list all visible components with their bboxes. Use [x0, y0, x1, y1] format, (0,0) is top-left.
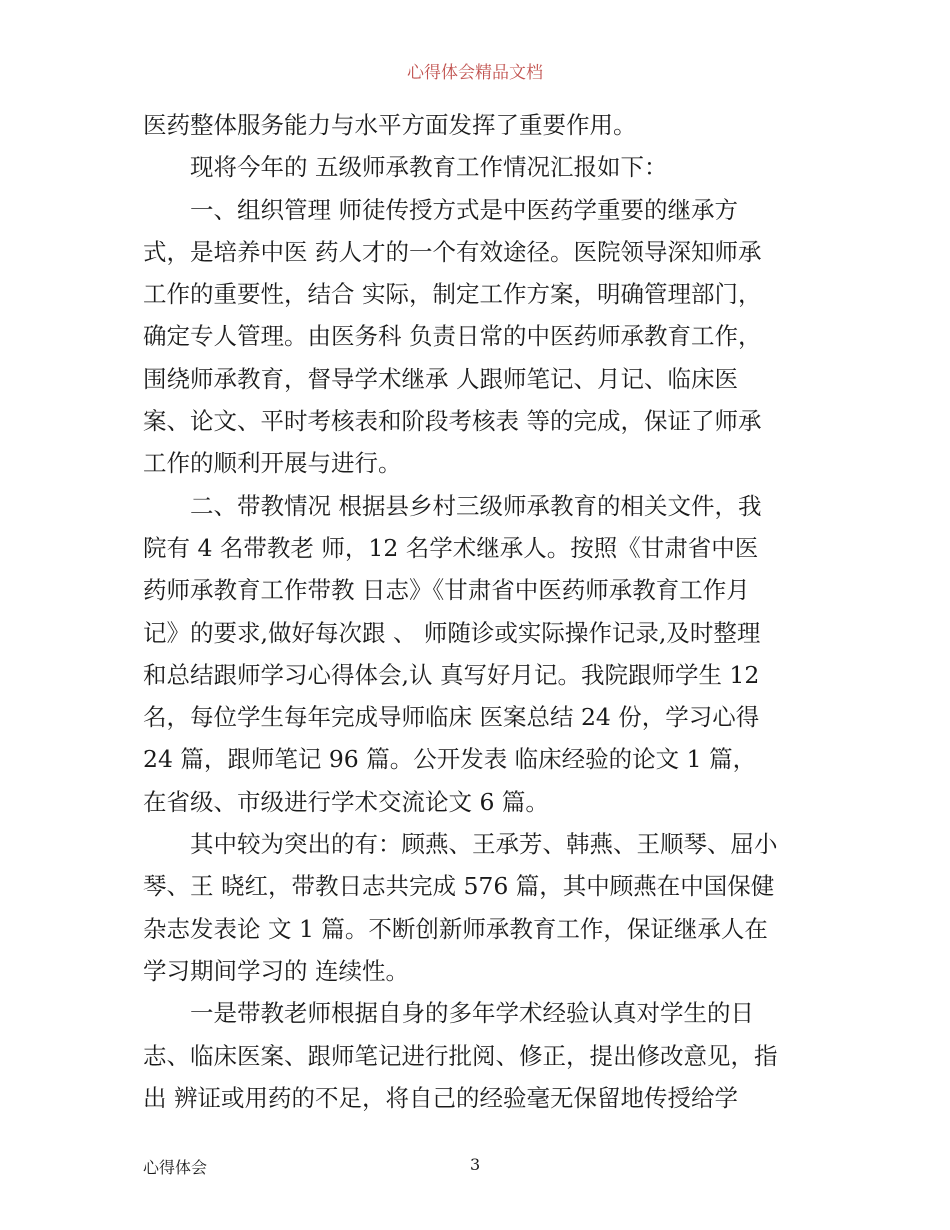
body-line: 工作的顺利开展与进行。 [143, 449, 402, 478]
body-line: 记》的要求,做好每次跟 、 师随诊或实际操作记录,及时整理 [143, 618, 761, 647]
body-line: 琴、王 晓红，带教日志共完成 576 篇，其中顾燕在中国保健 [143, 872, 775, 901]
body-line: 确定专人管理。由医务科 负责日常的中医药师承教育工作， [143, 322, 762, 351]
body-line: 志、临床医案、跟师笔记进行批阅、修正，提出修改意见，指 [143, 1041, 778, 1070]
footer-label: 心得体会 [143, 1158, 208, 1177]
body-line: 院有 4 名带教老 师，12 名学术继承人。按照《甘肃省中医 [143, 533, 759, 562]
body-line: 学习期间学习的 连续性。 [143, 956, 409, 985]
body-line: 和总结跟师学习心得体会,认 真写好月记。我院跟师学生 12 [143, 660, 760, 689]
document-body [143, 104, 823, 1119]
page-header-title: 心得体会精品文档 [407, 63, 543, 83]
body-line: 工作的重要性，结合 实际，制定工作方案，明确管理部门， [143, 280, 762, 309]
body-line: 杂志发表论 文 1 篇。不断创新师承教育工作，保证继承人在 [143, 914, 768, 943]
body-line: 出 辨证或用药的不足，将自己的经验毫无保留地传授给学 [143, 1083, 738, 1112]
page-number: 3 [470, 1155, 481, 1174]
body-line: 一、组织管理 师徒传授方式是中医药学重要的继承方 [190, 195, 738, 224]
body-line: 其中较为突出的有：顾燕、王承芳、韩燕、王顺琴、屈小 [190, 830, 778, 859]
body-line: 二、带教情况 根据县乡村三级师承教育的相关文件，我 [190, 491, 762, 520]
body-line: 医药整体服务能力与水平方面发挥了重要作用。 [143, 111, 637, 139]
body-line: 药师承教育工作带教 日志》《甘肃省中医药师承教育工作月 [143, 576, 750, 605]
body-line: 在省级、市级进行学术交流论文 6 篇。 [143, 787, 549, 816]
body-line: 现将今年的 五级师承教育工作情况汇报如下： [190, 153, 668, 182]
body-line: 24 篇，跟师笔记 96 篇。公开发表 临床经验的论文 1 篇， [143, 745, 757, 774]
body-line: 名，每位学生每年完成导师临床 医案总结 24 份，学习心得 [143, 703, 760, 732]
body-line: 一是带教老师根据自身的多年学术经验认真对学生的日 [190, 999, 754, 1028]
body-line: 案、论文、平时考核表和阶段考核表 等的完成，保证了师承 [143, 407, 762, 436]
body-line: 式，是培养中医 药人才的一个有效途径。医院领导深知师承 [143, 237, 762, 266]
body-line: 围绕师承教育，督导学术继承 人跟师笔记、月记、临床医 [143, 364, 738, 393]
